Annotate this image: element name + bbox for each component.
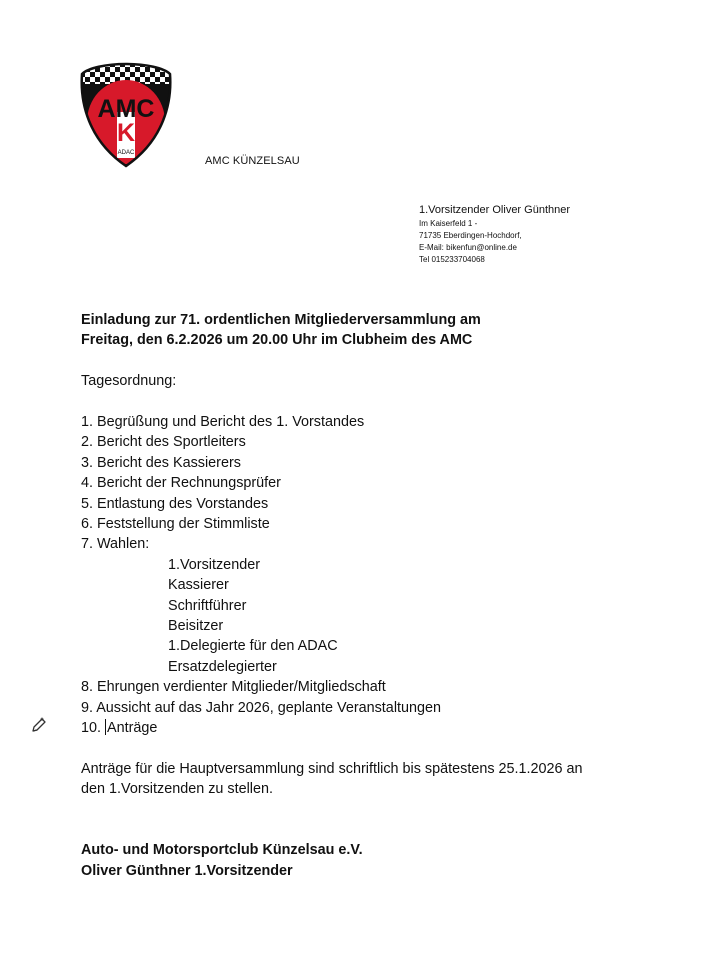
text-cursor — [105, 719, 106, 735]
sender-name: 1.Vorsitzender Oliver Günthner — [419, 204, 571, 216]
sender-city: 71735 Eberdingen-Hochdorf, — [419, 231, 522, 240]
letter-body[interactable] — [81, 310, 641, 881]
sender-email: E-Mail: bikenfun@online.de — [419, 243, 517, 252]
agenda-item: 2. Bericht des Sportleiters — [81, 434, 246, 451]
election-item: Beisitzer — [168, 618, 224, 635]
agenda-item-last — [81, 718, 641, 738]
invitation-title-line1: Einladung zur 71. ordentlichen Mitgliederversammlung am — [81, 312, 481, 328]
agenda-item: 6. Feststellung der Stimmliste — [81, 516, 270, 533]
rewrite-pen-icon[interactable] — [30, 716, 48, 734]
election-item: Schriftführer — [168, 597, 247, 614]
amc-logo — [80, 62, 172, 168]
notice-line2: den 1.Vorsitzenden zu stellen. — [81, 781, 274, 798]
club-name: AMC KÜNZELSAU — [205, 155, 300, 167]
logo-sub: ADAC — [117, 150, 135, 156]
agenda-item: 1. Begrüßung und Bericht des 1. Vorstandes — [81, 414, 365, 430]
signature-org: Auto- und Motorsportclub Künzelsau e.V. — [81, 842, 363, 859]
agenda-item: 9. Aussicht auf das Jahr 2026, geplante Veranstaltungen — [81, 699, 442, 716]
agenda-item-number: 10. — [81, 720, 102, 737]
notice-line1: Anträge für die Hauptversammlung sind schriftlich bis spätestens 25.1.2026 an — [81, 760, 583, 777]
sender-street: Im Kaiserfeld 1 - — [419, 219, 478, 228]
sender-block — [419, 203, 570, 266]
sender-phone: Tel 015233704068 — [419, 255, 485, 264]
agenda-heading: Tagesordnung: — [81, 373, 177, 390]
signature-person: Oliver Günthner 1.Vorsitzender — [81, 862, 293, 879]
agenda-item: 4. Bericht der Rechnungsprüfer — [81, 475, 281, 492]
logo-text: AMC — [97, 95, 155, 123]
agenda-item: 5. Entlastung des Vorstandes — [81, 495, 269, 512]
invitation-title-line2: Freitag, den 6.2.2026 um 20.00 Uhr im Clubheim des AMC — [81, 332, 473, 349]
agenda-item: 3. Bericht des Kassierers — [81, 454, 241, 471]
election-item: Kassierer — [168, 577, 229, 594]
election-item: 1.Delegierte für den ADAC — [168, 638, 338, 655]
election-item: 1.Vorsitzender — [168, 556, 260, 573]
election-item: Ersatzdelegierter — [168, 658, 277, 675]
agenda-item: 8. Ehrungen verdienter Mitglieder/Mitgliedschaft — [81, 679, 386, 696]
logo-letter: K — [116, 119, 136, 147]
agenda-item: 7. Wahlen: — [81, 536, 150, 553]
agenda-item-text: Anträge — [107, 720, 158, 737]
